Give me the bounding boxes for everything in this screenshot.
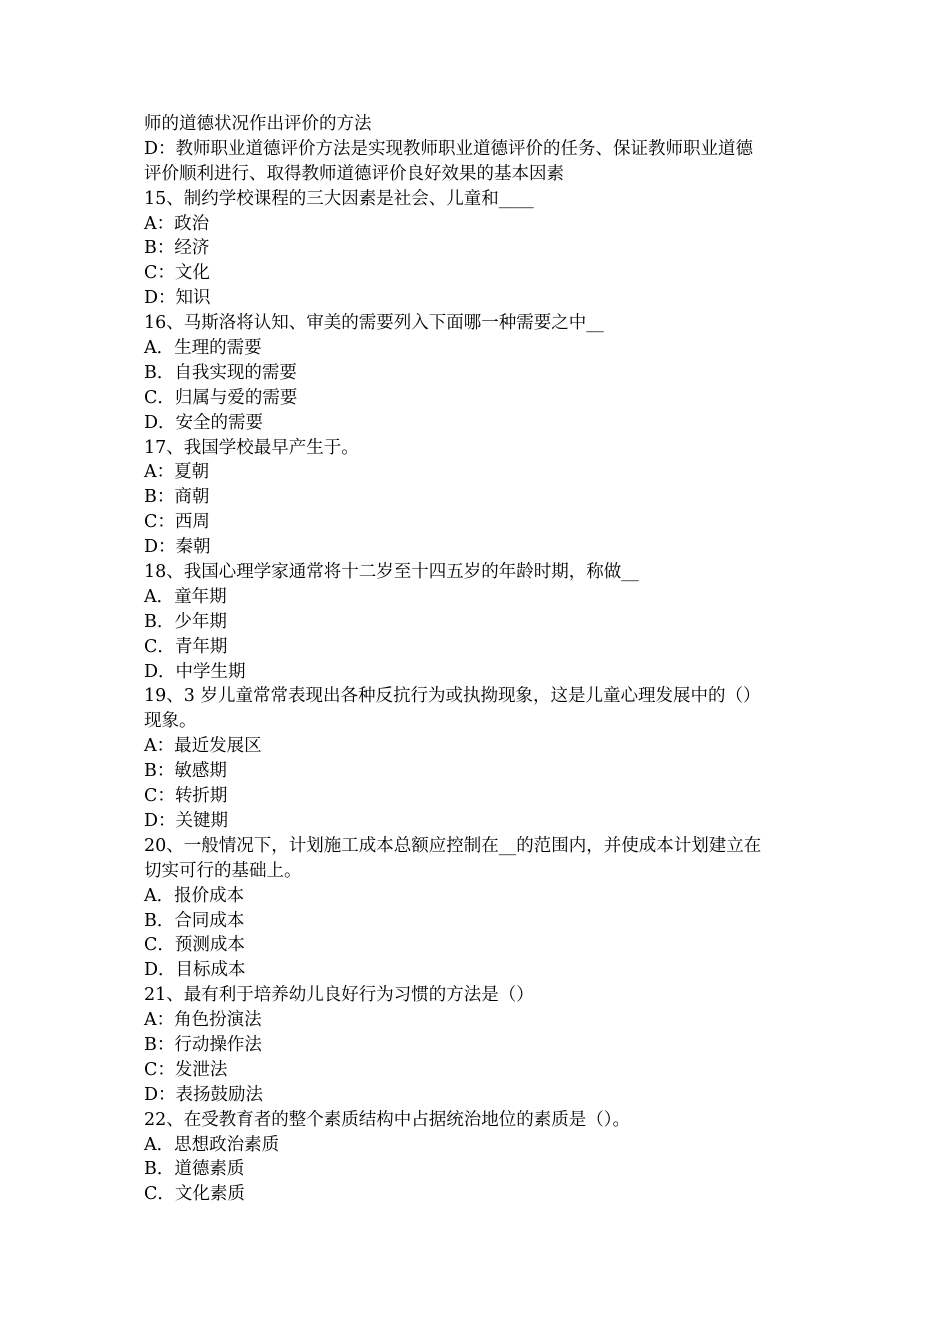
question-16-option-d: D．安全的需要: [144, 412, 264, 433]
question-18-stem: 18、我国心理学家通常将十二岁至十四五岁的年龄时期，称做__: [144, 562, 639, 583]
question-15-option-c: C：文化: [144, 263, 210, 284]
question-18-option-b: B．少年期: [144, 611, 227, 632]
question-19-option-c: C：转折期: [144, 786, 228, 807]
question-19-option-d: D：关键期: [144, 810, 229, 831]
question-16-stem: 16、马斯洛将认知、审美的需要列入下面哪一种需要之中__: [144, 313, 604, 334]
question-18-option-c: C．青年期: [144, 636, 228, 657]
question-17-option-d: D：秦朝: [144, 537, 211, 558]
question-17-option-c: C：西周: [144, 512, 210, 533]
question-19-stem-cont: 现象。: [144, 711, 197, 732]
question-21-stem: 21、最有利于培养幼儿良好行为习惯的方法是（）: [144, 985, 534, 1006]
question-20-option-c: C．预测成本: [144, 935, 245, 956]
question-22-option-b: B．道德素质: [144, 1159, 245, 1180]
question-19-option-b: B：敏感期: [144, 761, 227, 782]
question-16-option-b: B．自我实现的需要: [144, 362, 297, 383]
question-21-option-c: C：发泄法: [144, 1059, 228, 1080]
question-16-option-c: C．归属与爱的需要: [144, 387, 298, 408]
question-15-option-a: A：政治: [144, 213, 210, 234]
question-17-option-b: B：商朝: [144, 487, 210, 508]
question-20-stem: 20、一般情况下，计划施工成本总额应控制在__的范围内，并使成本计划建立在: [144, 835, 762, 856]
question-21-option-a: A：角色扮演法: [144, 1010, 262, 1031]
question-15-stem: 15、制约学校课程的三大因素是社会、儿童和____: [144, 188, 534, 209]
question-22-stem: 22、在受教育者的整个素质结构中占据统治地位的素质是（）。: [144, 1109, 631, 1130]
question-19-stem: 19、3 岁儿童常常表现出各种反抗行为或执拗现象，这是儿童心理发展中的（）: [144, 686, 761, 707]
text-line: 师的道德状况作出评价的方法: [144, 114, 372, 134]
question-20-option-d: D．目标成本: [144, 960, 246, 981]
question-20-option-a: A．报价成本: [144, 885, 245, 906]
question-20-option-b: B．合同成本: [144, 910, 245, 931]
question-22-option-c: C．文化素质: [144, 1184, 245, 1205]
question-22-option-a: A．思想政治素质: [144, 1134, 280, 1155]
question-16-option-a: A．生理的需要: [144, 338, 262, 359]
question-21-option-b: B：行动操作法: [144, 1034, 262, 1055]
question-18-option-d: D．中学生期: [144, 661, 246, 682]
question-17-option-a: A：夏朝: [144, 462, 210, 483]
text-line: D：教师职业道德评价方法是实现教师职业道德评价的任务、保证教师职业道德: [144, 138, 754, 159]
question-19-option-a: A：最近发展区: [144, 736, 262, 757]
question-18-option-a: A．童年期: [144, 586, 227, 607]
question-20-stem-cont: 切实可行的基础上。: [144, 860, 302, 881]
question-15-option-b: B：经济: [144, 238, 210, 259]
document-body: [144, 112, 814, 1207]
question-17-stem: 17、我国学校最早产生于。: [144, 437, 359, 458]
question-15-option-d: D：知识: [144, 288, 211, 309]
question-21-option-d: D：表扬鼓励法: [144, 1084, 264, 1105]
text-line: 评价顺利进行、取得教师道德评价良好效果的基本因素: [144, 163, 564, 184]
